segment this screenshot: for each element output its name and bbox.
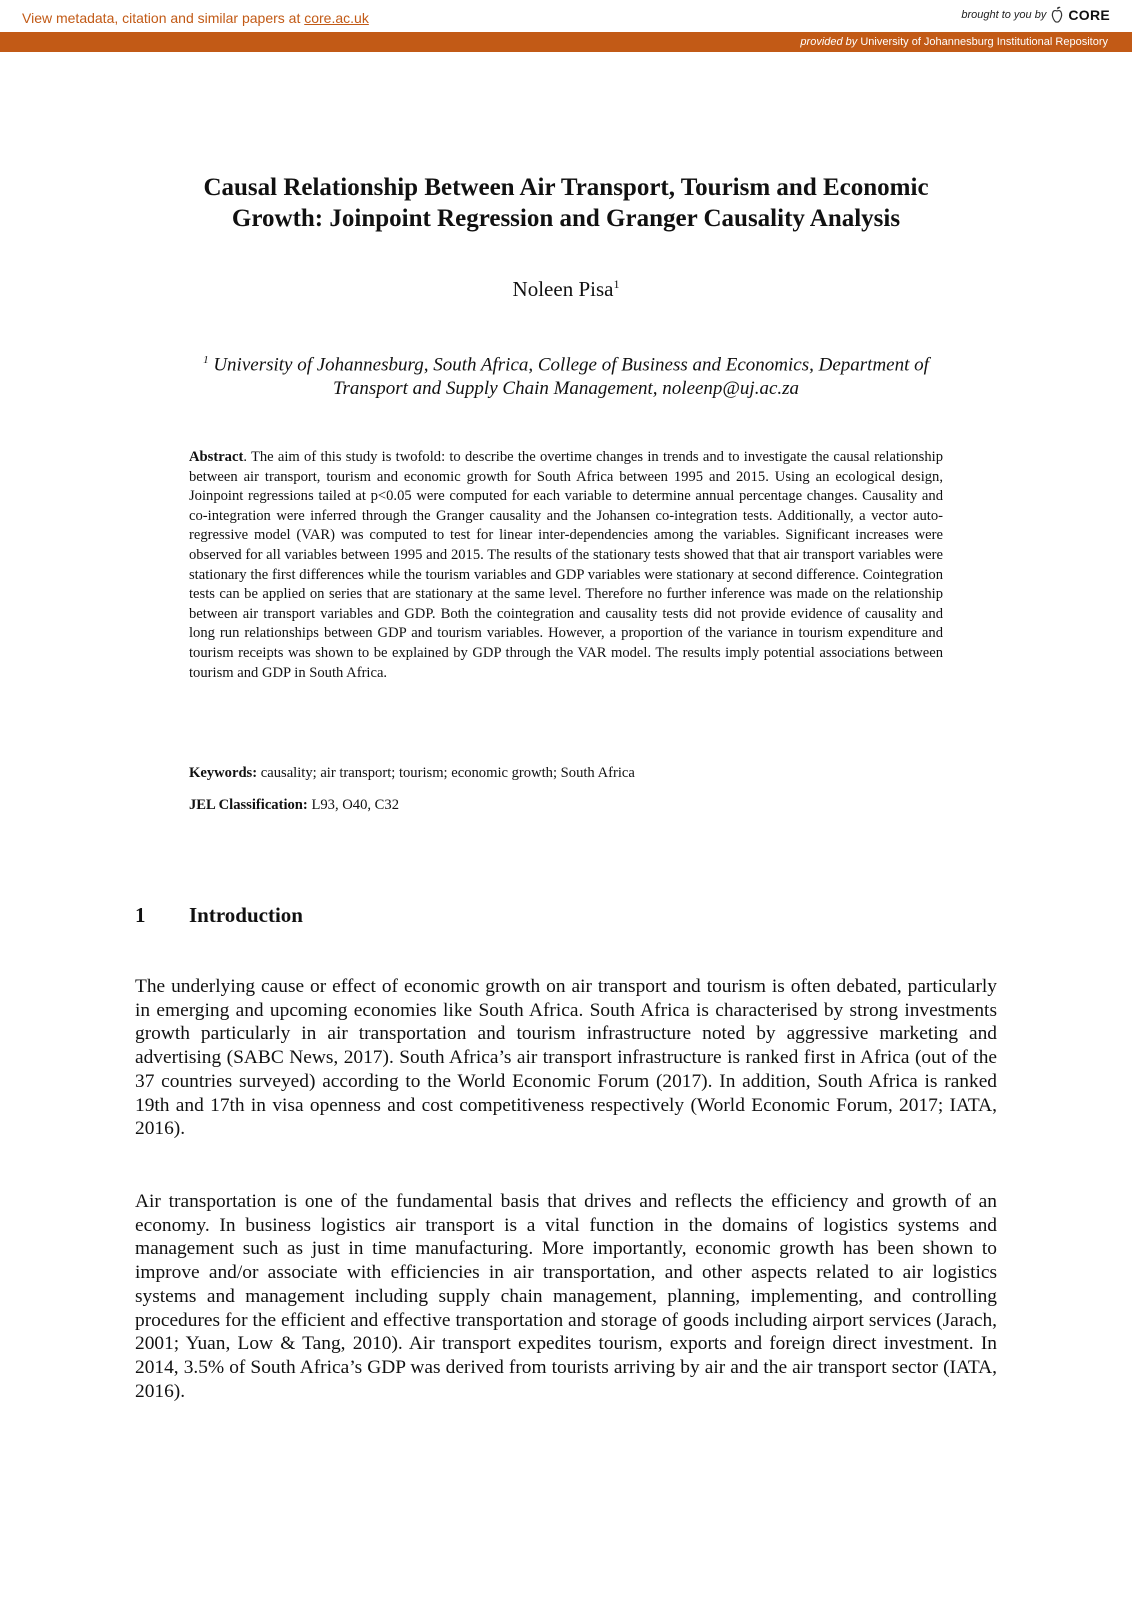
author [135, 277, 997, 302]
brought-label: brought to you by [961, 9, 1047, 21]
core-metadata-line [22, 10, 369, 26]
abstract [189, 448, 943, 683]
abstract-label: Abstract [189, 449, 244, 465]
provided-by-repo: University of Johannesburg Institutional Repository [860, 36, 1108, 48]
core-header-bar [0, 0, 1132, 32]
keywords [189, 765, 635, 782]
affiliation [150, 348, 982, 401]
affiliation-line-2: Transport and Supply Chain Management, noleenp@uj.ac.za [332, 378, 800, 400]
core-meta-prefix: View metadata, citation and similar papers at [22, 10, 305, 26]
section-title: Introduction [189, 903, 303, 927]
keywords-text: causality; air transport; tourism; economic growth; South Africa [257, 765, 635, 781]
brought-to-you-by[interactable] [961, 6, 1110, 24]
paper-title [135, 172, 997, 234]
title-line-1: Causal Relationship Between Air Transport, Tourism and Economic [203, 174, 929, 201]
jel-label: JEL Classification: [189, 797, 308, 813]
section-heading-introduction [135, 903, 303, 928]
core-apple-icon [1050, 6, 1064, 24]
jel-codes: L93, O40, C32 [307, 797, 400, 813]
jel-classification [189, 797, 399, 814]
keywords-label: Keywords: [189, 765, 258, 781]
affiliation-superscript: 1 [203, 354, 209, 366]
core-link[interactable]: core.ac.uk [304, 10, 369, 26]
provided-by-label: provided by [800, 36, 858, 48]
affiliation-line-1: University of Johannesburg, South Africa, College of Business and Economics, Department of [213, 354, 929, 376]
author-name: Noleen Pisa [512, 277, 614, 301]
core-logo: CORE [1068, 7, 1110, 23]
intro-paragraph-2: Air transportation is one of the fundamental basis that drives and reflects the efficiency and growth of an economy. In business logistics air transport is a vital function in the domains of logistics systems and management such as just in time manufacturing. More importantly, economic growth has been shown to improve and/or associate with efficiencies in air transportation, and other aspects related to air logistics systems and management including supply chain management, planning, implementing, and controlling procedures for the efficient and effective transportation and storage of goods including airport services (Jarach, 2001; Yuan, Low & Tang, 2010). Air transport expedites tourism, exports and foreign direct investment. In 2014, 3.5% of South Africa’s GDP was derived from tourists arriving by air and the air transport sector (IATA, 2016). [135, 1191, 997, 1402]
provided-by[interactable] [800, 36, 1108, 48]
title-line-2: Growth: Joinpoint Regression and Granger Causality Analysis [231, 205, 901, 232]
author-superscript: 1 [613, 277, 620, 291]
intro-paragraph-1: The underlying cause or effect of economic growth on air transport and tourism is often debated, particularly in emerging and upcoming economies like South Africa. South Africa is characterised by strong investments growth particularly in air transportation and tourism infrastructure noted by aggressive marketing and advertising (SABC News, 2017). South Africa’s air transport infrastructure is ranked first in Africa (out of the 37 countries surveyed) according to the World Economic Forum (2017). In addition, South Africa is ranked 19th and 17th in visa openness and cost competitiveness respectively (World Economic Forum, 2017; IATA, 2016). [135, 976, 997, 1140]
abstract-text: . The aim of this study is twofold: to describe the overtime changes in trends and to investigate the causal relationship between air transport, tourism and economic growth for South Africa between 1995 and 2015. Using an ecological design, Joinpoint regressions tailed at p<0.05 were computed for each variable to determine annual percentage changes. Causality and co-integration were inferred through the Granger causality and the Johansen co-integration tests. Additionally, a vector auto-regressive model (VAR) was computed to test for linear inter-dependencies among the variables. Significant increases were observed for all variables between 1995 and 2015. The results of the stationary tests showed that that air transport variables were stationary the first differences while the tourism variables and GDP variables were stationary at second difference. Cointegration tests can be applied on series that are stationary at the same level. Therefore no further inference was made on the relationship between air transport variables and GDP. Both the cointegration and causality tests did not provide evidence of causality and long run relationships between GDP and tourism variables. However, a proportion of the variance in tourism expenditure and tourism receipts was shown to be explained by GDP through the VAR model. The results imply potential associations between tourism and GDP in South Africa. [189, 449, 943, 681]
section-number: 1 [135, 903, 146, 927]
